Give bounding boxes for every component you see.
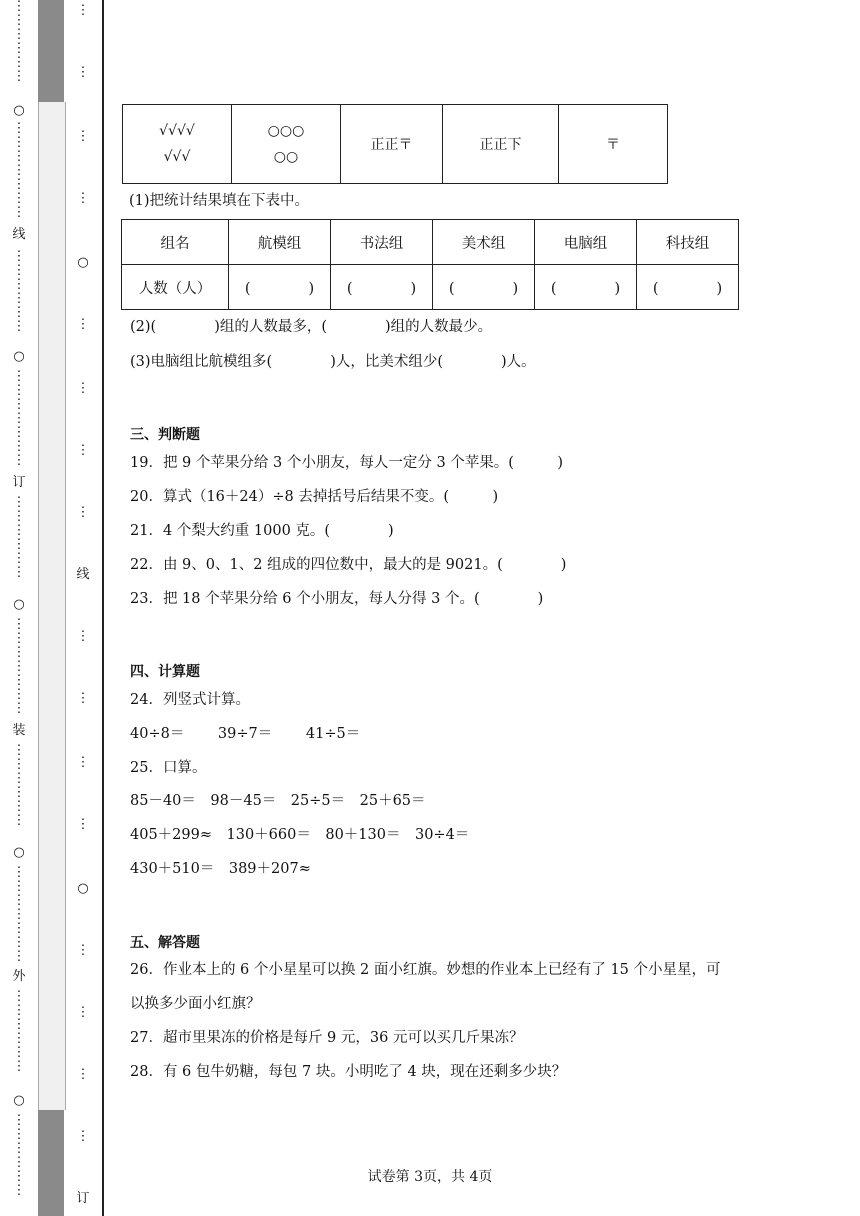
margin-gray-bar-bottom (38, 1110, 64, 1216)
dot-column: ⋮ ⋮ ⋮ ⋮ ⋮ ⋮ ⋮ (12, 121, 26, 220)
margin-circle: ○ (13, 597, 25, 612)
margin-mark-zhuang: 装 (12, 723, 26, 738)
margin-light-strip (38, 102, 66, 1110)
question-22: 22．由 9、0、1、2 组成的四位数中，最大的是 9021。( ) (130, 557, 567, 573)
section-4-title: 四、计算题 (130, 664, 200, 680)
dot-column: ⋮ (76, 65, 90, 80)
question-25-line-2: 405＋299≈ 130＋660＝ 80＋130＝ 30÷4＝ (130, 827, 470, 843)
dot-column: ⋮ (76, 317, 90, 332)
question-25-line-3: 430＋510＝ 389＋207≈ (130, 861, 311, 877)
dot-column: ⋮ (76, 443, 90, 458)
dot-column: ⋮ (76, 755, 90, 770)
question-20: 20．算式（16＋24）÷8 去掉括号后结果不变。( ) (130, 489, 499, 505)
tally-mark: 正正下 (479, 137, 522, 153)
dot-column: ⋮ ⋮ ⋮ ⋮ ⋮ ⋮ ⋮ (12, 369, 26, 468)
margin-mark-line: 线 (76, 567, 90, 582)
stats-table (121, 219, 739, 310)
margin-circle: ○ (77, 881, 89, 896)
page-footer: 试卷第 3页，共 4页 (367, 1169, 493, 1185)
dot-column: ⋮ ⋮ ⋮ ⋮ ⋮ ⋮ (12, 249, 26, 334)
question-25-line-1: 85－40＝ 98－45＝ 25÷5＝ 25＋65＝ (130, 793, 426, 809)
dot-column: ⋮ ⋮ ⋮ ⋮ ⋮ ⋮ (12, 989, 26, 1074)
dot-column: ⋮ (76, 1129, 90, 1144)
tally-mark: ○○○ (267, 123, 305, 139)
question-26-line-2: 以换多少面小红旗？ (130, 996, 261, 1012)
dot-column: ⋮ (76, 3, 90, 18)
margin-mark-line: 线 (12, 227, 26, 242)
margin-gray-bar-top (38, 0, 64, 102)
dot-column: ⋮ (76, 943, 90, 958)
tally-table (122, 104, 668, 184)
section-5-title: 五、解答题 (130, 935, 200, 951)
margin-mark-wai: 外 (12, 969, 26, 984)
answer-blank[interactable]: ( ) (637, 265, 739, 310)
dot-column: ⋮ (76, 1005, 90, 1020)
binding-margin-inner (64, 0, 104, 1216)
answer-blank[interactable]: ( ) (229, 265, 331, 310)
margin-circle: ○ (77, 255, 89, 270)
question-1-text: (1)把统计结果填在下表中。 (129, 193, 310, 209)
tally-mark: 正正〒 (370, 137, 413, 153)
dot-column: ⋮ ⋮ ⋮ ⋮ ⋮ ⋮ ⋮ (12, 865, 26, 964)
dot-column: ⋮ (76, 129, 90, 144)
tally-mark: √√√ (163, 149, 191, 165)
dot-column: ⋮ ⋮ ⋮ ⋮ ⋮ ⋮ (12, 495, 26, 580)
answer-blank[interactable]: ( ) (433, 265, 535, 310)
tally-cell-zheng-3 (559, 105, 668, 184)
question-21: 21．4 个梨大约重 1000 克。( ) (130, 523, 394, 539)
question-3-text: (3)电脑组比航模组多( )人，比美术组少( )人。 (130, 354, 536, 370)
table-row-label: 人数（人） (122, 265, 229, 310)
dot-column: ⋮ (76, 691, 90, 706)
tally-mark: √√√√ (159, 123, 195, 139)
question-19: 19．把 9 个苹果分给 3 个小朋友，每人一定分 3 个苹果。( ) (130, 455, 564, 471)
table-header: 组名 (122, 220, 229, 265)
dot-column: ⋮ (76, 1067, 90, 1082)
tally-cell-zheng-2 (443, 105, 559, 184)
section-3-title: 三、判断题 (130, 427, 200, 443)
dot-column: ⋮ ⋮ ⋮ ⋮ ⋮ ⋮ ⋮ (12, 617, 26, 716)
dot-column: ⋮ ⋮ ⋮ ⋮ ⋮ ⋮ (12, 1113, 26, 1198)
tally-mark: ○○ (273, 149, 299, 165)
dot-column: ⋮ ⋮ ⋮ ⋮ ⋮ ⋮ (12, 743, 26, 828)
answer-blank[interactable]: ( ) (535, 265, 637, 310)
margin-circle: ○ (13, 1093, 25, 1108)
dot-column: ⋮ (76, 817, 90, 832)
dot-column: ⋮ (76, 381, 90, 396)
margin-mark-ding: 订 (12, 475, 26, 490)
margin-circle: ○ (13, 845, 25, 860)
question-27: 27．超市里果冻的价格是每斤 9 元，36 元可以买几斤果冻？ (130, 1030, 524, 1046)
question-24: 24．列竖式计算。 (130, 692, 250, 708)
binding-margin-outer (0, 0, 38, 1216)
margin-mark-ding: 订 (76, 1191, 90, 1206)
question-28: 28．有 6 包牛奶糖，每包 7 块。小明吃了 4 块，现在还剩多少块？ (130, 1064, 567, 1080)
tally-cell-circles (232, 105, 341, 184)
table-header: 电脑组 (535, 220, 637, 265)
question-26-line-1: 26．作业本上的 6 个小星星可以换 2 面小红旗。妙想的作业本上已经有了 15 个小星星，可 (130, 962, 721, 978)
dot-column: ⋮ (76, 629, 90, 644)
question-24-expressions: 40÷8＝ 39÷7＝ 41÷5＝ (130, 726, 361, 742)
dot-column: ⋮ (76, 505, 90, 520)
question-25: 25．口算。 (130, 760, 207, 776)
margin-circle: ○ (13, 103, 25, 118)
table-header: 航模组 (229, 220, 331, 265)
table-header: 书法组 (331, 220, 433, 265)
table-header: 美术组 (433, 220, 535, 265)
question-2-text: (2)( )组的人数最多，( )组的人数最少。 (130, 319, 493, 335)
question-23: 23．把 18 个苹果分给 6 个小朋友，每人分得 3 个。( ) (130, 591, 544, 607)
tally-cell-zheng-1 (341, 105, 443, 184)
margin-circle: ○ (13, 349, 25, 364)
tally-cell-checks (123, 105, 232, 184)
table-header: 科技组 (637, 220, 739, 265)
answer-blank[interactable]: ( ) (331, 265, 433, 310)
dot-column: ⋮ ⋮ ⋮ ⋮ ⋮ ⋮ (12, 0, 26, 84)
dot-column: ⋮ (76, 191, 90, 206)
tally-mark: 〒 (606, 137, 620, 153)
